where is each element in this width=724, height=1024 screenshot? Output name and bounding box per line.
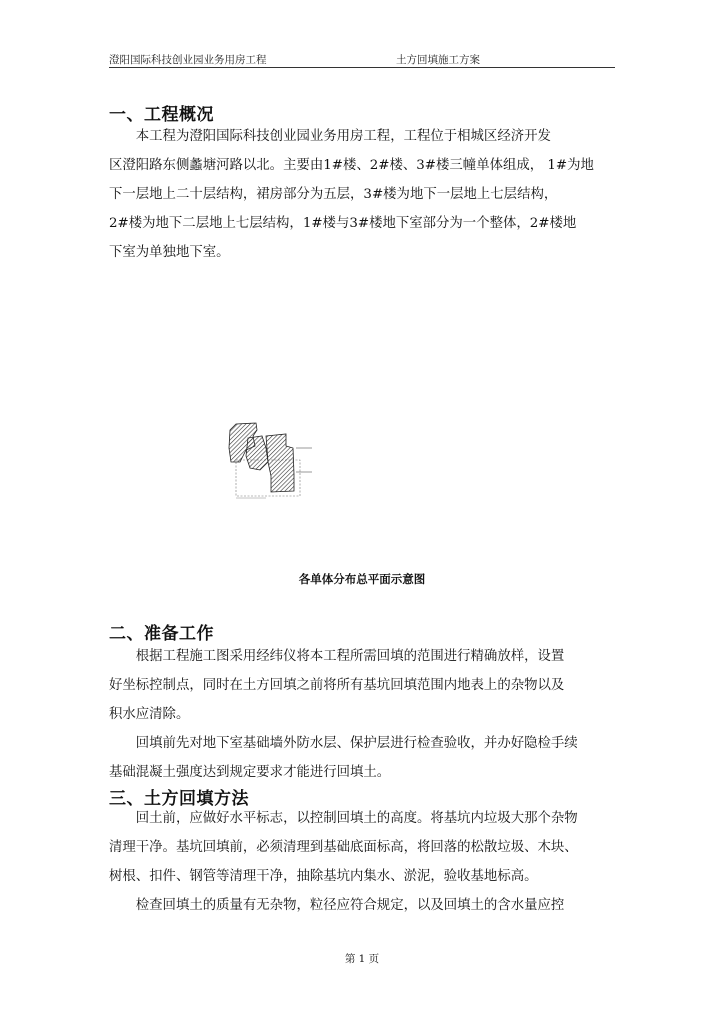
building-3-outline bbox=[246, 436, 268, 470]
paragraph-line: 清理干净。基坑回填前，必须清理到基础底面标高，将回落的松散垃圾、木块、 bbox=[109, 840, 578, 855]
figure-caption: 各单体分布总平面示意图 bbox=[298, 572, 426, 586]
section-1-title: 一、工程概况 bbox=[109, 105, 214, 125]
paragraph-line: 区澄阳路东侧蠡塘河路以北。主要由1#楼、2#楼、3#楼三幢单体组成， 1#为地 bbox=[109, 158, 594, 173]
page-number: 第 1 页 bbox=[344, 953, 380, 965]
paragraph-line: 积水应清除。 bbox=[109, 707, 190, 722]
header-project-name: 澄阳国际科技创业园业务用房工程 bbox=[109, 54, 267, 66]
paragraph-line: 根据工程施工图采用经纬仪将本工程所需回填的范围进行精确放样，设置 bbox=[109, 649, 565, 664]
paragraph-line: 树根、扣件、钢管等清理干净，抽除基坑内集水、淤泥，验收基地标高。 bbox=[109, 869, 538, 884]
paragraph-line: 回填前先对地下室基础墙外防水层、保护层进行检查验收，并办好隐检手续 bbox=[109, 736, 578, 751]
section-1-body bbox=[109, 122, 621, 267]
paragraph-line: 下室为单独地下室。 bbox=[109, 245, 230, 260]
site-plan-figure bbox=[226, 418, 316, 500]
building-2-outline bbox=[266, 434, 294, 492]
header-document-title: 土方回填施工方案 bbox=[396, 54, 480, 66]
paragraph-line: 好坐标控制点，同时在土方回填之前将所有基坑回填范围内地表上的杂物以及 bbox=[109, 678, 565, 693]
paragraph-line: 基础混凝土强度达到规定要求才能进行回填土。 bbox=[109, 765, 391, 780]
paragraph-line: 2#楼为地下二层地上七层结构，1#楼与3#楼地下室部分为一个整体，2#楼地 bbox=[109, 216, 577, 231]
section-3-body bbox=[109, 804, 621, 920]
section-2-body bbox=[109, 642, 621, 787]
paragraph-line: 回土前，应做好水平标志，以控制回填土的高度。将基坑内垃圾大那个杂物 bbox=[109, 811, 578, 826]
paragraph-line: 下一层地上二十层结构，裙房部分为五层，3#楼为地下一层地上七层结构， bbox=[109, 187, 558, 202]
paragraph-line: 检查回填土的质量有无杂物，粒径应符合规定，以及回填土的含水量应控 bbox=[109, 898, 565, 913]
paragraph-line: 本工程为澄阳国际科技创业园业务用房工程，工程位于相城区经济开发 bbox=[109, 129, 551, 144]
section-3-title: 三、土方回填方法 bbox=[109, 789, 249, 809]
page-header bbox=[109, 50, 615, 68]
section-2-title: 二、准备工作 bbox=[109, 624, 214, 644]
